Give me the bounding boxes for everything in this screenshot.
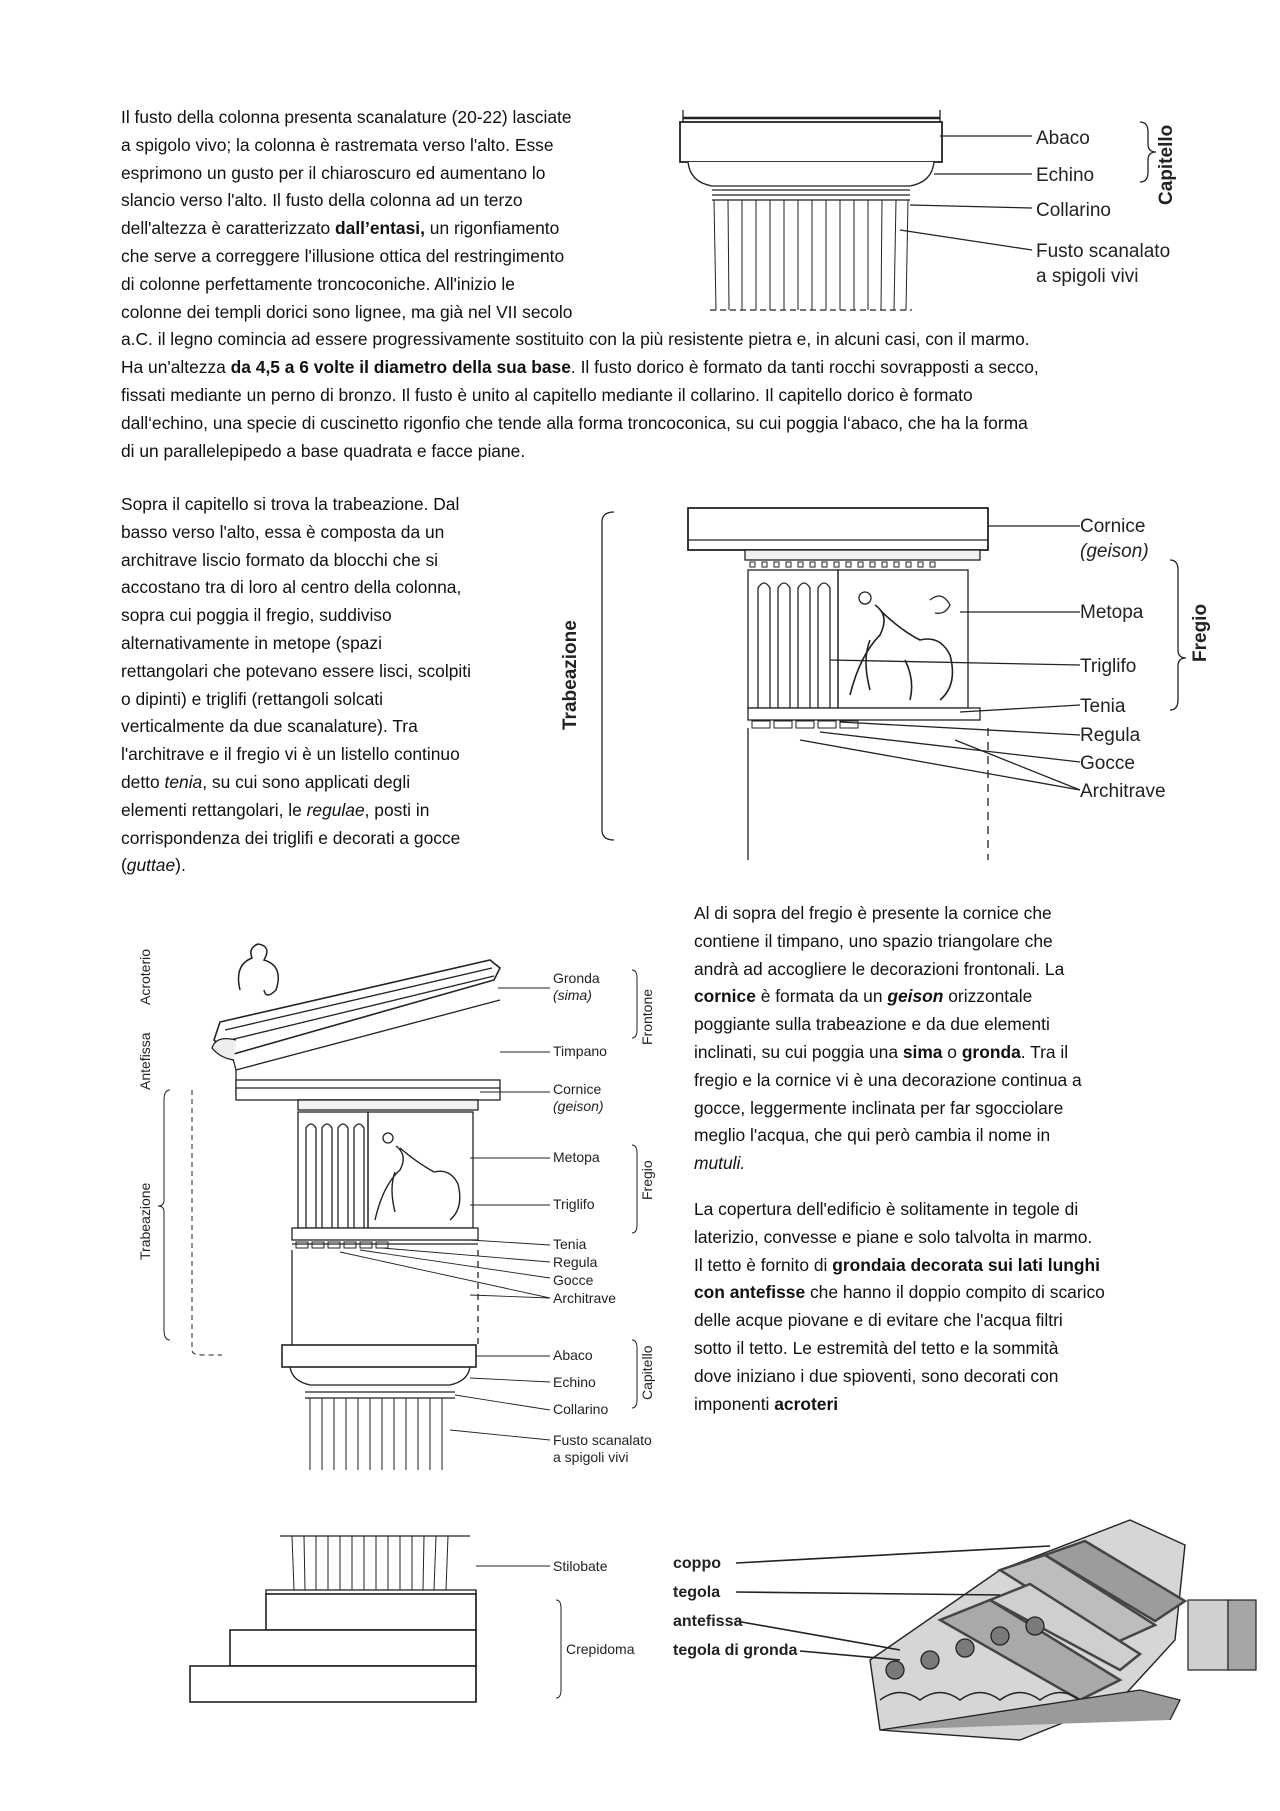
label-sima: (sima) bbox=[553, 987, 592, 1003]
text-line: slancio verso l'alto. Il fusto della colonna ad un terzo bbox=[121, 190, 523, 211]
bold-term: con antefisse bbox=[694, 1282, 806, 1303]
label-trabeazione: Trabeazione bbox=[137, 1182, 153, 1260]
label-trabeazione: Trabeazione bbox=[560, 620, 581, 730]
crepidoma-diagram bbox=[190, 1536, 561, 1702]
text-span: . Il fusto dorico è formato da tanti rocchi sovrapposti a secco, bbox=[570, 357, 1039, 378]
label-cornice: Cornice bbox=[553, 1081, 602, 1097]
text-line: fissati mediante un perno di bronzo. Il fusto è unito al capitello mediante il collarino. Il capitello dorico è formato bbox=[121, 384, 973, 405]
text-line: Sopra il capitello si trova la trabeazione. Dal bbox=[121, 494, 460, 514]
label-tegola: tegola bbox=[673, 1584, 721, 1601]
italic-term: mutuli. bbox=[694, 1153, 746, 1174]
doric-order-labels bbox=[137, 949, 655, 1465]
bold-italic-term: geison bbox=[887, 986, 944, 1007]
label-abaco: Abaco bbox=[1036, 128, 1090, 149]
text-line: a spigolo vivo; la colonna è rastremata verso l'alto. Esse bbox=[121, 134, 554, 155]
label-tenia: Tenia bbox=[1080, 696, 1126, 717]
label-geison: (geison) bbox=[1080, 541, 1149, 562]
label-metopa: Metopa bbox=[553, 1149, 600, 1165]
label-frontone: Frontone bbox=[639, 988, 655, 1045]
bold-term: dall’entasi, bbox=[335, 218, 425, 239]
label-antefissa: Antefissa bbox=[137, 1032, 153, 1090]
text-line: corrispondenza dei triglifi e decorati a gocce bbox=[121, 827, 461, 848]
label-triglifo: Triglifo bbox=[553, 1196, 595, 1212]
italic-term: tenia bbox=[164, 771, 203, 792]
text-line: l'architrave e il fregio vi è un listello continuo bbox=[121, 744, 460, 765]
bold-term: grondaia decorata sui lati lunghi bbox=[832, 1254, 1100, 1275]
label-stilobate: Stilobate bbox=[553, 1558, 608, 1574]
label-metopa: Metopa bbox=[1080, 602, 1144, 623]
text-span: , posti in bbox=[364, 799, 430, 820]
label-regula: Regula bbox=[553, 1254, 598, 1270]
text-line: colonne dei templi dorici sono lignee, ma già nel VII secolo bbox=[121, 301, 573, 322]
label-tegola-di-gronda: tegola di gronda bbox=[673, 1642, 798, 1659]
label-tenia: Tenia bbox=[553, 1236, 587, 1252]
text-line: gocce, leggermente inclinata per far sgocciolare bbox=[694, 1097, 1064, 1118]
text-line: laterizio, convesse e piane e solo talvolta in marmo. bbox=[694, 1226, 1093, 1247]
text-line: poggiante sulla trabeazione e da due elementi bbox=[694, 1014, 1050, 1035]
label-fusto: Fusto scanalato bbox=[1036, 241, 1171, 262]
text-span: o bbox=[942, 1041, 962, 1062]
text-line: Al di sopra del fregio è presente la cornice che bbox=[694, 903, 1052, 923]
text-span: . Tra il bbox=[1020, 1041, 1069, 1062]
text-line: La copertura dell'edificio è solitamente in tegole di bbox=[694, 1199, 1079, 1219]
label-timpano: Timpano bbox=[553, 1043, 607, 1059]
text-line: di un parallelepipedo a base quadrata e facce piane. bbox=[121, 440, 526, 461]
text-line: Il fusto della colonna presenta scanalature (20-22) lasciate bbox=[121, 107, 572, 127]
label-echino: Echino bbox=[1036, 165, 1095, 186]
label-fregio: Fregio bbox=[639, 1160, 655, 1200]
label-cornice: Cornice bbox=[1080, 516, 1146, 537]
text-line: basso verso l'alto, essa è composta da un bbox=[121, 521, 445, 542]
label-acroterio: Acroterio bbox=[137, 948, 153, 1005]
label-triglifo: Triglifo bbox=[1080, 656, 1137, 677]
text-line: contiene il timpano, uno spazio triangolare che bbox=[694, 930, 1053, 951]
label-capitello: Capitello bbox=[639, 1345, 655, 1400]
text-span: imponenti bbox=[694, 1393, 775, 1414]
text-span: detto bbox=[121, 771, 165, 792]
text-span: Il tetto è fornito di bbox=[694, 1254, 833, 1275]
text-line: rettangolari che potevano essere lisci, scolpiti bbox=[121, 660, 471, 681]
bold-term: cornice bbox=[694, 986, 756, 1007]
label-spigoli: a spigoli vivi bbox=[1036, 266, 1139, 287]
text-line: che serve a correggere l'illusione ottica del restringimento bbox=[121, 245, 565, 266]
label-geison: (geison) bbox=[553, 1098, 604, 1114]
crepidoma-labels bbox=[553, 1558, 635, 1657]
roof-labels bbox=[673, 1555, 798, 1659]
label-fregio: Fregio bbox=[1190, 603, 1211, 662]
text-line: alternativamente in metope (spazi bbox=[121, 632, 382, 653]
label-antefissa: antefissa bbox=[673, 1613, 743, 1630]
bold-term: gronda bbox=[961, 1041, 1021, 1062]
label-gronda: Gronda bbox=[553, 970, 600, 986]
label-gocce: Gocce bbox=[1080, 753, 1135, 774]
text-span: ). bbox=[175, 855, 186, 876]
text-line: delle acque piovane e di evitare che l'acqua filtri bbox=[694, 1310, 1063, 1331]
text-span: è formata da un bbox=[755, 986, 888, 1007]
text-span: dell'altezza è caratterizzato bbox=[121, 218, 336, 239]
roof-tiles-diagram bbox=[736, 1520, 1256, 1740]
label-coppo: coppo bbox=[673, 1555, 721, 1572]
label-collarino: Collarino bbox=[1036, 200, 1111, 221]
text-line: fregio e la cornice vi è una decorazione continua a bbox=[694, 1069, 1082, 1090]
text-span: orizzontale bbox=[943, 986, 1033, 1007]
text-span: un rigonfiamento bbox=[424, 218, 560, 239]
text-line: o dipinti) e triglifi (rettangoli solcati bbox=[121, 688, 383, 709]
label-architrave: Architrave bbox=[1080, 781, 1166, 802]
text-span: elementi rettangolari, le bbox=[121, 799, 307, 820]
text-line: esprimono un gusto per il chiaroscuro ed aumentano lo bbox=[121, 162, 546, 183]
text-line: dall‘echino, una specie di cuscinetto rigonfio che tende alla forma troncoconica, su cui poggia l‘abaco, che ha la forma bbox=[121, 412, 1028, 433]
text-line: sotto il tetto. Le estremità del tetto e la sommità bbox=[694, 1337, 1059, 1358]
text-line: verticalmente da due scanalature). Tra bbox=[121, 716, 418, 737]
text-span: inclinati, su cui poggia una bbox=[694, 1041, 903, 1062]
label-echino: Echino bbox=[553, 1374, 596, 1390]
bold-term: da 4,5 a 6 volte il diametro della sua base bbox=[230, 357, 571, 378]
text-span: ( bbox=[121, 855, 127, 876]
bold-term: sima bbox=[902, 1041, 943, 1062]
capital-labels bbox=[1036, 125, 1177, 287]
bold-term: acroteri bbox=[774, 1393, 839, 1414]
text-span: che hanno il doppio compito di scarico bbox=[805, 1282, 1105, 1303]
text-line: di colonne perfettamente troncoconiche. All'inizio le bbox=[121, 273, 515, 294]
text-line: meglio l'acqua, che qui però cambia il nome in bbox=[694, 1125, 1051, 1146]
text-line: sopra cui poggia il fregio, suddiviso bbox=[121, 605, 392, 626]
label-collarino: Collarino bbox=[553, 1401, 609, 1417]
label-spigoli: a spigoli vivi bbox=[553, 1449, 629, 1465]
italic-term: guttae bbox=[126, 855, 176, 876]
label-fusto: Fusto scanalato bbox=[553, 1432, 652, 1448]
text-line: architrave liscio formato da blocchi che si bbox=[121, 549, 439, 570]
text-line: a.C. il legno comincia ad essere progressivamente sostituito con la più resistente pietra e, in alcuni casi, con il marmo. bbox=[121, 329, 1030, 350]
text-span: , su cui sono applicati degli bbox=[202, 771, 411, 792]
italic-term: regulae bbox=[306, 799, 365, 820]
label-regula: Regula bbox=[1080, 725, 1141, 746]
text-line: andrà ad accogliere le decorazioni frontonali. La bbox=[694, 958, 1065, 979]
label-crepidoma: Crepidoma bbox=[566, 1641, 635, 1657]
text-line: dove iniziano i due spioventi, sono decorati con bbox=[694, 1365, 1059, 1386]
label-gocce: Gocce bbox=[553, 1272, 594, 1288]
label-abaco: Abaco bbox=[553, 1347, 593, 1363]
text-line: accostano tra di loro al centro della colonna, bbox=[121, 577, 462, 598]
label-architrave: Architrave bbox=[553, 1290, 617, 1306]
label-capitello: Capitello bbox=[1156, 124, 1177, 205]
text-span: Ha un'altezza bbox=[121, 357, 231, 378]
